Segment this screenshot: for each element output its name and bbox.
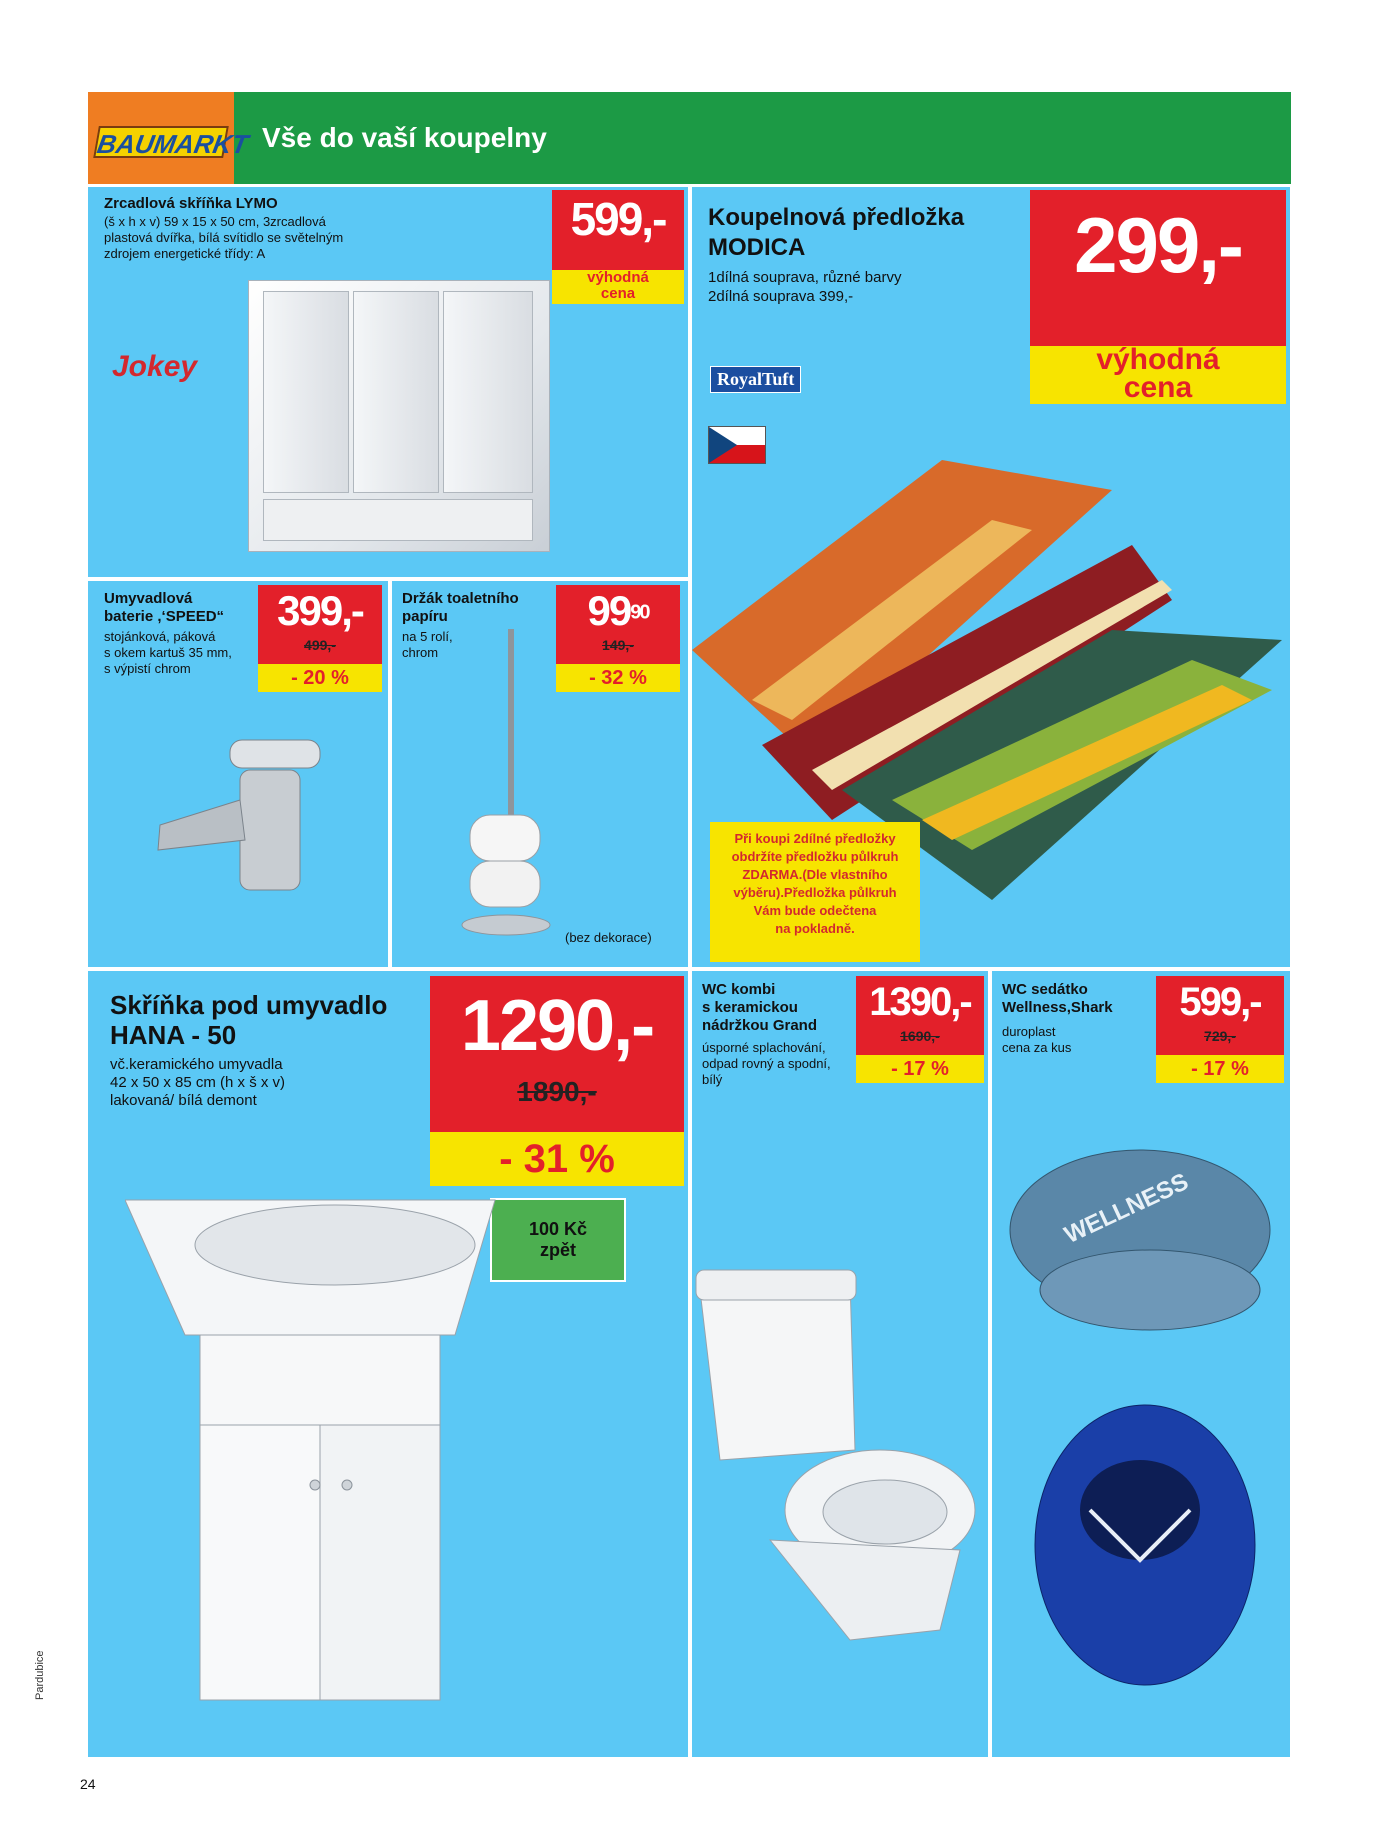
city-label: Pardubice xyxy=(34,1650,46,1700)
product-title: WC sedátko Wellness,Shark xyxy=(1002,981,1113,1016)
seat-print-text: WELLNESS xyxy=(1060,1168,1193,1249)
vanity-image xyxy=(125,1185,505,1725)
wellness-seat-image xyxy=(1000,1140,1280,1340)
product-desc: vč.keramického umyvadla 42 x 50 x 85 cm (h x š x v) lakovaná/ bílá demont xyxy=(110,1056,286,1109)
paper-holder-image xyxy=(450,625,560,940)
product-desc: (š x h x v) 59 x 15 x 50 cm, 3zrcadlová plastová dvířka, bílá svítidlo se světelným zdrojem energetické třídy: A xyxy=(104,214,344,261)
product-title: Držák toaletního papíru xyxy=(402,590,519,625)
page-title: Vše do vaší koupelny xyxy=(262,122,547,153)
discount-ribbon: - 20 % xyxy=(258,664,382,692)
product-title: Skříňka pod umyvadlo HANA - 50 xyxy=(110,990,388,1050)
toilet-image xyxy=(690,1250,990,1650)
product-title: WC kombi s keramickou nádržkou Grand xyxy=(702,981,818,1034)
price-tag: 1390,- 1690,- xyxy=(856,976,984,1058)
price-tag: 399,- 499,- xyxy=(258,585,382,667)
cashback-badge: 100 Kč zpět xyxy=(490,1198,626,1282)
royaltuft-logo: RoyalTuft xyxy=(710,366,801,393)
price-tag: 599,- xyxy=(552,190,684,272)
baumarkt-logo: BAUMARKT xyxy=(93,126,229,158)
price-tag: $99^{90}$ 149,- xyxy=(556,585,680,667)
product-title: Umyvadlová baterie ,‘SPEED“ xyxy=(104,590,225,625)
mirror-cabinet-image xyxy=(248,280,550,552)
product-desc: 1dílná souprava, různé barvy 2dílná souprava 399,- xyxy=(708,269,902,305)
faucet-image xyxy=(140,730,370,900)
discount-ribbon: - 17 % xyxy=(1156,1055,1284,1083)
price-tag: 1290,- 1890,- xyxy=(430,976,684,1134)
product-title: Zrcadlová skříňka LYMO xyxy=(104,195,278,212)
discount-ribbon: - 17 % xyxy=(856,1055,984,1083)
discount-ribbon: - 32 % xyxy=(556,664,680,692)
value-ribbon: výhodná cena xyxy=(1030,346,1286,404)
value-ribbon: výhodná cena xyxy=(552,270,684,304)
product-desc: duroplast cena za kus xyxy=(1002,1024,1072,1055)
product-desc: na 5 rolí, chrom xyxy=(402,629,453,660)
product-desc: úsporné splachování, odpad rovný a spodní, bílý xyxy=(702,1040,831,1087)
czech-flag-icon xyxy=(708,426,766,464)
jokey-logo: Jokey xyxy=(112,350,198,383)
page-number: 24 xyxy=(80,1776,96,1792)
shark-seat-image xyxy=(1030,1400,1260,1690)
discount-ribbon: - 31 % xyxy=(430,1132,684,1186)
price-tag: 299,- xyxy=(1030,190,1286,350)
note-text: (bez dekorace) xyxy=(565,930,652,945)
price-tag: 599,- 729,- xyxy=(1156,976,1284,1058)
product-desc: stojánková, páková s okem kartuš 35 mm, s výpistí chrom xyxy=(104,629,232,676)
promo-box: Při koupi 2dílné předložky obdržíte předložku půlkruh ZDARMA.(Dle vlastního výběru).Předložka půlkruh Vám bude odečtena na pokladně. xyxy=(710,822,920,962)
product-title: Koupelnová předložka MODICA xyxy=(708,204,965,261)
